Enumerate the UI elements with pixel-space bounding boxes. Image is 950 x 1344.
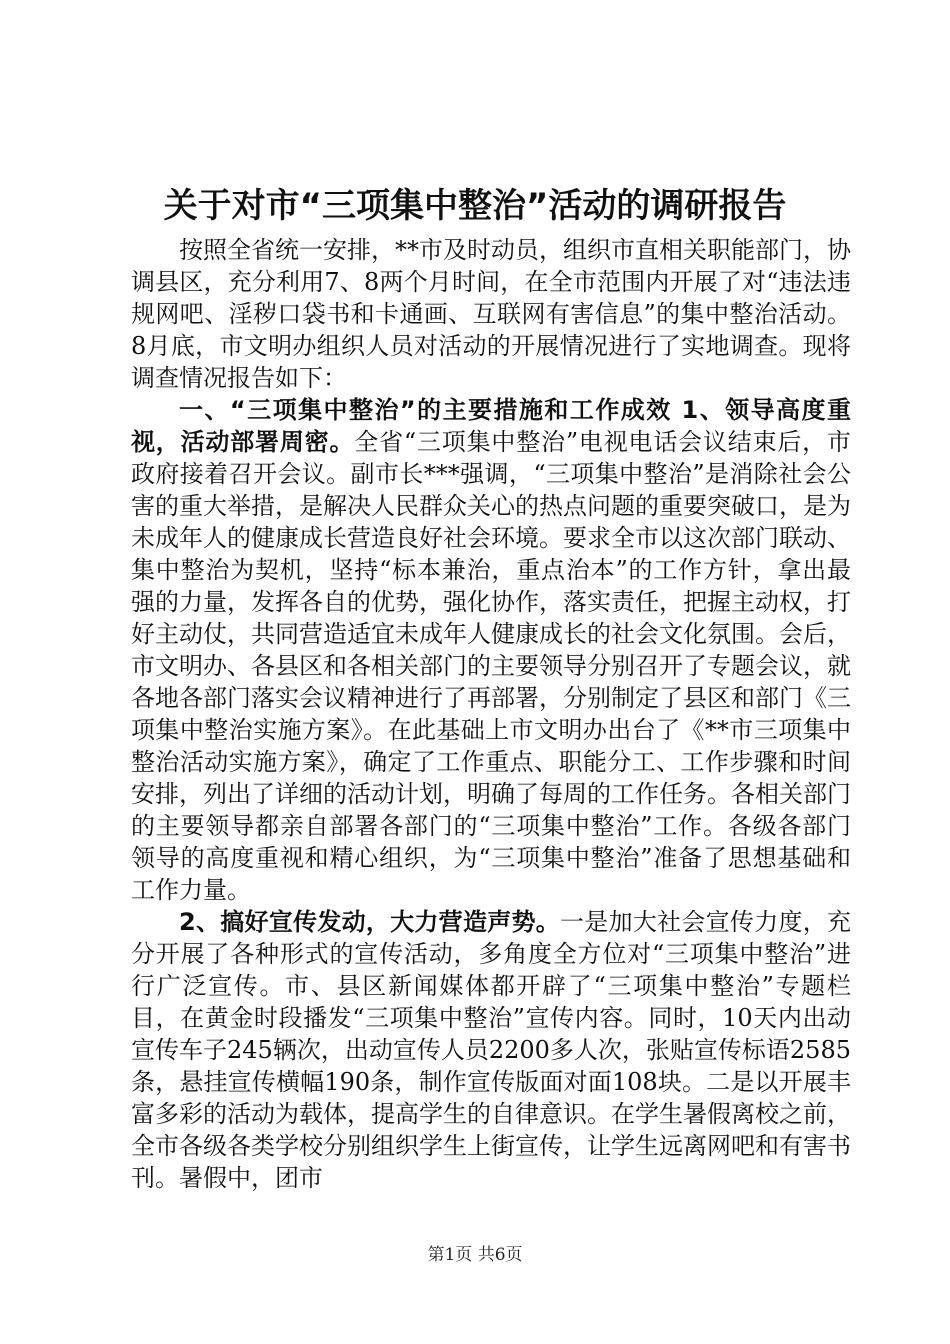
- section-two-text: 一是加大社会宣传力度，充分开展了各种形式的宣传活动，多角度全方位对“三项集中整治”进行广泛宣传。市、县区新闻媒体都开辟了“三项集中整治”专题栏目，在黄金时段播发“三项集中整治”宣传内容。同时，10天内出动宣传车子245辆次，出动宣传人员2200多人次，张贴宣传标语2585条，悬挂宣传横幅190条，制作宣传版面对面108块。二是以开展丰富多彩的活动为载体，提高学生的自律意识。在学生暑假离校之前，全市各级各类学校分别组织学生上街宣传，让学生远离网吧和有害书刊。暑假中，团市: [131, 908, 852, 1192]
- section-two-paragraph: [131, 906, 851, 1194]
- section-one-paragraph: [131, 394, 851, 906]
- page-footer: 第1页 共6页: [427, 1245, 523, 1265]
- intro-paragraph: 按照全省统一安排，**市及时动员，组织市直相关职能部门，协调县区，充分利用7、8两个月时间，在全市范围内开展了对“违法违规网吧、淫秽口袋书和卡通画、互联网有害信息”的集中整治活动。8月底，市文明办组织人员对活动的开展情况进行了实地调查。现将调查情况报告如下：: [131, 236, 851, 392]
- section-two-heading: 2、搞好宣传发动，大力营造声势。: [179, 908, 561, 936]
- section-one-text: 全省“三项集中整治”电视电话会议结束后，市政府接着召开会议。副市长***强调，“三项集中整治”是消除社会公害的重大举措，是解决人民群众关心的热点问题的重要突破口，是为未成年人的健康成长营造良好社会环境。要求全市以这次部门联动、集中整治为契机，坚持“标本兼治，重点治本”的工作方针，拿出最强的力量，发挥各自的优势，强化协作，落实责任，把握主动权，打好主动仗，共同营造适宜未成年人健康成长的社会文化氛围。会后，市文明办、各县区和各相关部门的主要领导分别召开了专题会议，就各地各部门落实会议精神进行了再部署，分别制定了县区和部门《三项集中整治实施方案》。在此基础上市文明办出台了《**市三项集中整治活动实施方案》，确定了工作重点、职能分工、工作步骤和时间安排，列出了详细的活动计划，明确了每周的工作任务。各相关部门的主要领导都亲自部署各部门的“三项集中整治”工作。各级各部门领导的高度重视和精心组织，为“三项集中整治”准备了思想基础和工作力量。: [131, 428, 851, 904]
- section-one-heading: 一、“三项集中整治”的主要措施和工作成效 1、领导高度重视，活动部署周密。: [131, 396, 851, 456]
- document-title: 关于对市“三项集中整治”活动的调研报告: [163, 186, 787, 226]
- document-body: [131, 234, 851, 1194]
